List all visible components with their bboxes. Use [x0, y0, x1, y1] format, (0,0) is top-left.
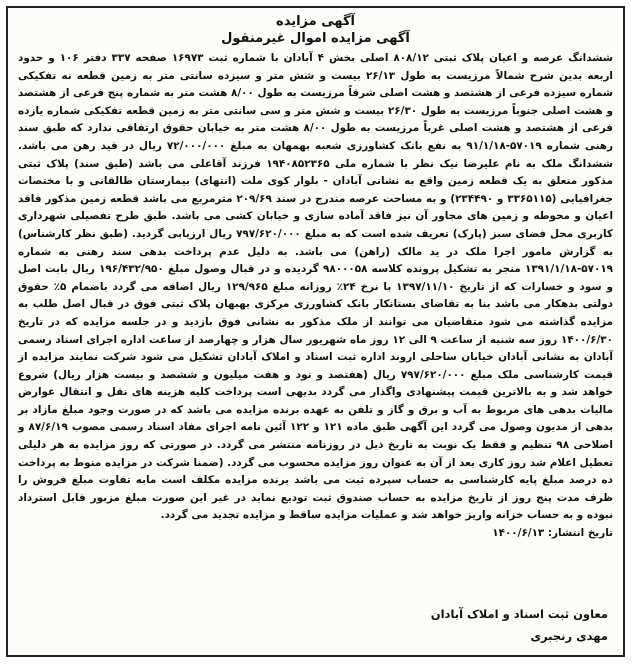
notice-subtitle: آگهی مزایده اموال غیرمنقول — [221, 31, 410, 46]
signature-name: مهدی رنجبری — [530, 629, 608, 643]
signature-title: معاون ثبت اسناد و املاک آبادان — [430, 607, 608, 621]
notice-body: ششدانگ عرصه و اعیان پلاک ثبتی ۸۰۸/۱۲ اصلی بخش ۴ آبادان با شماره ثبت ۱۶۹۷۳ صفحه ۳۳۷ دفتر ۱۰۶ و حدود اربعه بدین شرح شمالاً مرزیست به طول ۲۶/۱۳ بیست و شش متر و سیزده سانتی متر به زمین قطعه نه تفکیکی شماره سیزده فرعی از هشتصد و هشت اصلی شرقاً مرزیست به طول ۸/۰۰ هشت متر به شماره پنج فرعی از هشتصد و هشت اصلی جنوباً مرزیست به طول ۲۶/۳۰ بیست و شش متر و سی سانتی متر به زمین قطعه تفکیکی شماره یازده فرعی از هشتصد و هشت اصلی غرباً مرزیست به طول ۸/۰۰ هشت متر به خیابان حقوق ارتفاقی ندارد که طبق سند رهنی شماره ۵۷۰۱۹-۹۱/۱/۱۸ به نفع بانک کشاورزی شعبه بهمهان به مبلغ ۷۲/۰۰۰/۰۰۰ ریال در قید رهن می باشد. ششدانگ ملک به نام علیرضا نیک نظر با شماره ملی ۱۹۴۰۸۵۲۳۶۵ فرزند آقاعلی می باشد (طبق سند) پلاک ثبتی مذکور متعلق به یک قطعه زمین واقع به نشانی آبادان - بلوار کوی ملت (انتهای) بیمارستان طالقانی و با مختصات جغرافیایی (۳۳۶۵۱۱۵ و ۲۳۴۴۹۰) و به مساحت عرصه مندرج در سند ۲۰۹/۶۹ مترمربع می باشد قطعه زمین مذکور فاقد اعیان و محوطه و زمین های مجاور آن نیز فاقد آماده سازی و خیابان کشی می باشد. طبق طرح تفصیلی شهرداری کاربری محل فضای سبز (پارک) تعریف شده است که به مبلغ ۷۹۷/۶۲۰/۰۰۰ ریال ارزیابی گردید. (طبق نظر کارشناس) به گزارش مامور اجرا ملک در ید مالک (راهن) می باشد. به دلیل عدم پرداخت بدهی سند رهنی به شماره ۵۷۰۱۹-۱۳۹۱/۱/۱۸ منجر به تشکیل پرونده کلاسه ۹۸۰۰۰۵۸ گردیده و در قبال وصول مبلغ ۱۹۶/۴۳۲/۹۵۰ ریال بابت اصل و سود و خسارات که از تاریخ ۱۳۹۷/۱۱/۱۰ با نرخ ۲۴٪ روزانه مبلغ ۱۲۹/۹۶۵ ریال اضافه می گردد باضمام ۵٪ حقوق دولتی بدهکار می باشد بنا به تقاضای بستانکار بانک کشاورزی مرکزی بهبهان پلاک ثبتی فوق در قبال اصل طلب به مزایده گذاشته می شود متقاضیان می توانند از ملک مذکور به نشانی فوق بازدید و در جلسه مزایده که در تاریخ ۱۴۰۰/۶/۳۰ روز سه شنبه از ساعت ۹ الی ۱۲ روز ماه شهریور سال هزار و چهارصد از ساعت اداره اجرای اسناد رسمی آبادان به نشانی آبادان خیابان ساحلی اروند اداره ثبت اسناد و املاک آبادان تشکیل می شود شرکت نمایند مزایده از قیمت کارشناسی ملک مبلغ ۷۹۷/۶۲۰/۰۰۰ ریال (هفتصد و نود و هفت میلیون و ششصد و بیست هزار ریال) شروع خواهد شد و به بالاترین قیمت پیشنهادی واگذار می گردد بدیهی است پرداخت کلیه هزینه های نقل و انتقال عوارض مالیات بدهی های مربوط به آب و برق و گاز و تلفن به عهده برنده مزایده می باشد که در صورت وجود مبلغ مازاد بر بدهی از مدیون وصول می گردد این آگهی طبق ماده ۱۲۱ و ۱۲۲ آئین نامه اجرای مفاد اسناد رسمی مصوب ۸۷/۶/۱۹ و اصلاحی ۹۸ تنظیم و فقط یک نوبت به تاریخ ذیل در روزنامه منتشر می گردد. در صورتی که روز مزایده به هر دلیلی تعطیل اعلام شد روز کاری بعد از آن به عنوان روز مزایده محسوب می گردد. (ضمنا شرکت در مزایده منوط به پرداخت ده درصد مبلغ پایه کارشناسی به حساب سپرده ثبت می باشد برنده مزایده مکلف است مابه تفاوت مبلغ فروش را ظرف مدت پنج روز از تاریخ مزایده به حساب صندوق ثبت تودیع نماید در غیر این صورت مبلغ مزبور قابل استرداد نبوده و به حساب خزانه واریز خواهد شد و عملیات مزایده ساقط و مزایده تجدید می گردد. — [18, 52, 614, 522]
notice-title: آگهی مزایده — [276, 14, 355, 29]
auction-notice — [6, 6, 625, 657]
signature-block — [378, 603, 608, 647]
publish-date: تاریخ انتشار: ۱۴۰۰/۶/۱۳ — [492, 527, 613, 540]
